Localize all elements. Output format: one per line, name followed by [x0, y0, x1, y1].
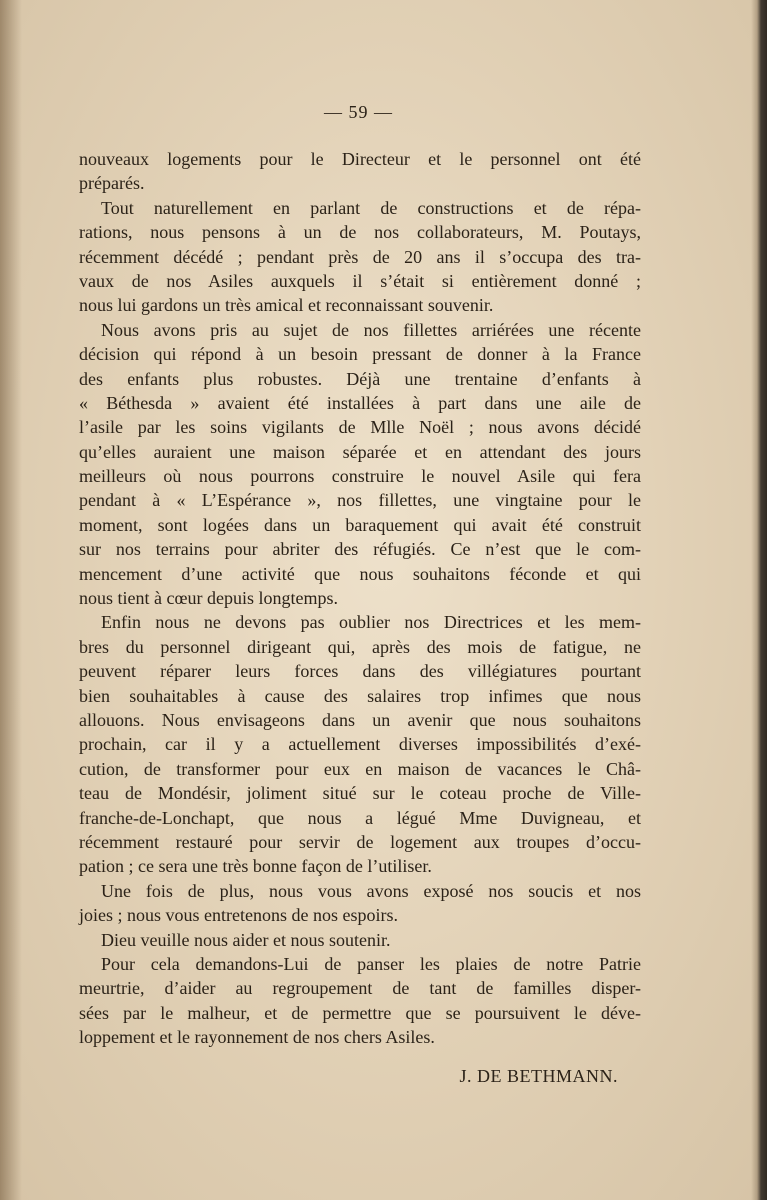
text-line: décision qui répond à un besoin pressant de donner à la France [79, 344, 641, 365]
text-line: récemment décédé ; pendant près de 20 ans il s’occupa des tra- [79, 246, 641, 267]
text-line: joies ; nous vous entretenons de nos espoirs. [79, 905, 398, 926]
text-line: meurtrie, d’aider au regroupement de tant de familles disper- [79, 978, 641, 999]
text-line: bien souhaitables à cause des salaires trop infimes que nous [79, 685, 641, 706]
text-line: Pour cela demandons-Lui de panser les plaies de notre Patrie [101, 953, 641, 974]
text-line: prochain, car il y a actuellement diverses impossibilités d’exé- [79, 734, 641, 755]
text-line: peuvent réparer leurs forces dans des villégiatures pourtant [79, 661, 641, 682]
text-line: pendant à « L’Espérance », nos fillettes, une vingtaine pour le [79, 490, 641, 511]
text-line: mencement d’une activité que nous souhaitons féconde et qui [79, 563, 641, 584]
text-line: moment, sont logées dans un baraquement qui avait été construit [79, 514, 641, 535]
text-line: teau de Mondésir, joliment situé sur le coteau proche de Ville- [79, 783, 641, 804]
text-line: nous tient à cœur depuis longtemps. [79, 588, 338, 609]
text-line: allouons. Nous envisageons dans un avenir que nous souhaitons [79, 709, 641, 730]
text-line: « Béthesda » avaient été installées à part dans une aile de [79, 392, 641, 413]
page-gutter-shadow [0, 0, 22, 1200]
text-line: rations, nous pensons à un de nos collaborateurs, M. Poutays, [79, 222, 641, 243]
text-line: Dieu veuille nous aider et nous soutenir. [101, 929, 391, 950]
text-line: sées par le malheur, et de permettre que se poursuivent le déve- [79, 1002, 641, 1023]
text-line: des enfants plus robustes. Déjà une trentaine d’enfants à [79, 368, 641, 389]
text-line: nous lui gardons un très amical et reconnaissant souvenir. [79, 295, 494, 316]
text-line: nouveaux logements pour le Directeur et le personnel ont été [79, 149, 641, 169]
text-line: cution, de transformer pour eux en maison de vacances le Châ- [79, 758, 641, 779]
body-text [79, 147, 641, 1049]
text-line: meilleurs où nous pourrons construire le nouvel Asile qui fera [79, 466, 641, 487]
text-line: qu’elles auraient une maison séparée et en attendant des jours [79, 441, 641, 462]
text-line: Nous avons pris au sujet de nos fillettes arriérées une récente [101, 319, 641, 340]
text-line: loppement et le rayonnement de nos chers Asiles. [79, 1027, 435, 1048]
text-line: franche-de-Lonchapt, que nous a légué Mme Duvigneau, et [79, 807, 641, 828]
page-number: — 59 — [324, 102, 393, 122]
text-line: Une fois de plus, nous vous avons exposé nos soucis et nos [101, 880, 641, 901]
text-line: sur nos terrains pour abriter des réfugiés. Ce n’est que le com- [79, 539, 641, 560]
text-line: préparés. [79, 173, 145, 194]
page-right-edge [751, 0, 767, 1200]
text-line: pation ; ce sera une très bonne façon de l’utiliser. [79, 856, 432, 877]
text-line: Tout naturellement en parlant de constructions et de répa- [101, 197, 641, 218]
text-line: bres du personnel dirigeant qui, après des mois de fatigue, ne [79, 636, 641, 657]
text-line: vaux de nos Asiles auxquels il s’était si entièrement donné ; [79, 270, 641, 291]
text-line: récemment restauré pour servir de logement aux troupes d’occu- [79, 831, 641, 852]
text-line: l’asile par les soins vigilants de Mlle Noël ; nous avons décidé [79, 417, 641, 438]
signature: J. DE BETHMANN. [459, 1066, 618, 1086]
text-line: Enfin nous ne devons pas oublier nos Directrices et les mem- [101, 612, 641, 633]
